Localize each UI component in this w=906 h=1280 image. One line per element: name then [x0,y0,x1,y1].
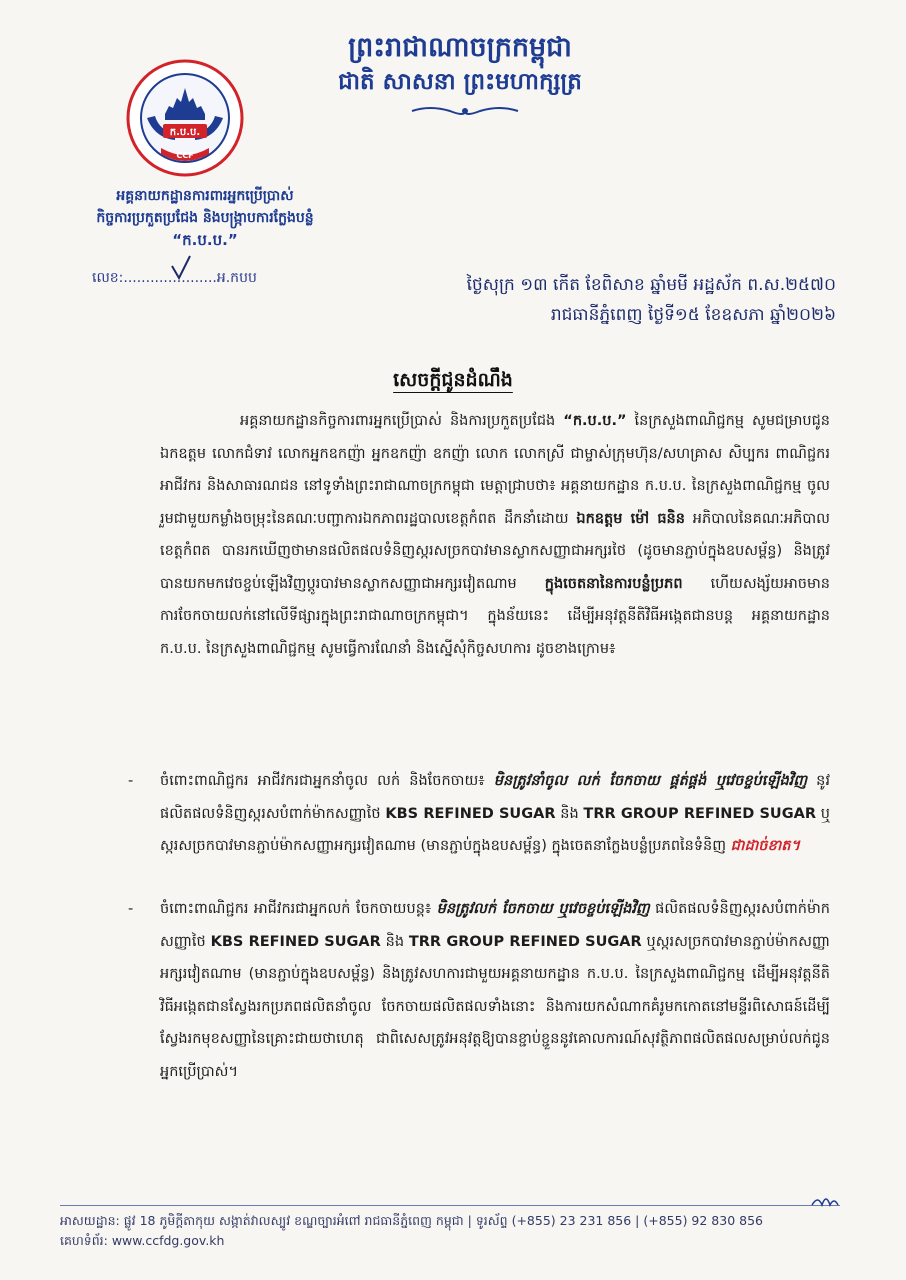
intro-text-1: អគ្គនាយកដ្ឋានកិច្ចការពារអ្នកប្រើប្រាស់ និងការប្រកួតប្រជែង [240,413,564,429]
agency-line-1: អគ្គនាយកដ្ឋានការពារអ្នកប្រើប្រាស់ [116,188,294,204]
bullet-importers [128,765,830,863]
bullet2-brand-trr: TRR GROUP REFINED SUGAR [408,933,642,950]
bullet2-text-1: ចំពោះពាណិជ្ជករ អាជីវករជាអ្នកលក់ ចែកចាយបន្ត៖ [160,901,437,917]
lunar-date: ថ្ងៃសុក្រ ១៣ កើត ខែពិសាខ ឆ្នាំមមី អដ្ឋស័ក ព.ស.២៥៧០ [466,275,836,295]
intro-emphasis: ក្នុងចេតនានៃការបន្លំប្រភព [544,575,683,592]
bullet1-prohibition: មិនត្រូវនាំចូល លក់ ចែកចាយ ផ្គត់ផ្គង់ ឬវេចខ្ចប់ឡើងវិញ [493,773,808,789]
bullet2-text-3: ឬស្ករសច្រកបាវមានភ្ជាប់ម៉ាកសញ្ញាអក្សរវៀតណាម (មានភ្ជាប់ក្នុងឧបសម្ព័ន្ធ) និងត្រូវសហការជាមួយអគ្គនាយកដ្ឋាន ក.ប.ប. នៃក្រសួងពាណិជ្ជកម្ម ដើម្បីអនុវត្តនីតិវិធីអង្កេតជានស្វែងរកប្រភពផលិតនាំចូល ចែកចាយផលិតផលទាំងនោះ និងការយកសំណាកគំរូមកកោតនៅមន្ទីរពិសោធន៍ដើម្បីស្វែងរកមុខសញ្ញានៃគ្រោះជាយថាហេតុ ជាពិសេសត្រូវអនុវត្តឱ្យបានខ្ជាប់ខ្ជួននូវគោលការណ៍សុវត្ថិភាពផលិតផលសម្រាប់លក់ជូនអ្នកប្រើប្រាស់។ [160,933,830,1080]
footer-website[interactable]: គេហទំព័រ: www.ccfdg.gov.kh [60,1233,225,1248]
intro-text-4: ហើយសង្ស័យអាចមានការចែកចាយលក់នៅលើទីផ្សារក្នុងព្រះរាជាណាចក្រកម្ពុជា។ ក្នុងន័យនេះ ដើម្បីអនុវត្តនីតិវិធីអង្កេតជានបន្ត អគ្គនាយកដ្ឋាន ក.ប.ប. នៃក្រសួងពាណិជ្ជកម្ម សូមធ្វើការណែនាំ និងស្នើសុំកិច្ចសហការ ដូចខាងក្រោម៖ [160,575,830,657]
footer-ornament-icon [810,1191,840,1211]
notice-title: សេចក្តីជូនដំណឹង [393,369,513,391]
bullet1-text-3: ឬស្ករសច្រកបាវមានភ្ជាប់ម៉ាកសញ្ញាអក្សរវៀតណាម (មានភ្ជាប់ក្នុងឧបសម្ព័ន្ធ) ក្នុងចេតនាក្លែងបន្លំប្រភពនៃទំនិញ [160,805,830,854]
footer-rule [60,1205,840,1206]
logo-abbr-en: CCF [176,151,194,160]
logo-abbr: ក.ប.ប. [169,127,201,138]
reference-label: លេខ:.......... [92,270,168,286]
bullet2-brand-kbs: KBS REFINED SUGAR [210,933,381,950]
kingdom-header [300,30,620,98]
national-motto: ជាតិ សាសនា ព្រះមហាក្សត្រ [338,69,582,95]
reference-suffix: ...........អ.កបប [167,270,257,286]
intro-abbr: “ក.ប.ប.” [563,413,627,429]
date-block [467,270,836,330]
notice-body [160,405,830,665]
bullet-dash: - [128,901,134,917]
ccf-logo-icon [125,58,245,178]
bullet2-and: និង [380,933,409,950]
bullet1-brand-trr: TRR GROUP REFINED SUGAR [583,805,816,822]
bullet2-text-2: ផលិតផលទំនិញស្ករសបំពាក់ម៉ាកសញ្ញាថៃ [160,901,830,950]
kingdom-name: ព្រះរាជាណាចក្រកម្ពុជា [348,32,572,63]
intro-text-2: នៃក្រសួងពាណិជ្ជកម្ម សូមជម្រាបជូន ឯកឧត្តម លោកជំទាវ លោកអ្នកឧកញ៉ា អ្នកឧកញ៉ា ឧកញ៉ា លោក លោកស្រី ជាម្ចាស់ក្រុមហ៊ុន/សហគ្រាស សិប្បករ ពាណិជ្ជករ អាជីវករ និងសាធារណជន នៅទូទាំងព្រះរាជាណាចក្រកម្ពុជា មេត្តាជ្រាបថា៖ អគ្គនាយកដ្ឋាន ក.ប.ប. នៃក្រសួងពាណិជ្ជកម្ម ចូលរួមជាមួយកម្លាំងចម្រុះនៃគណៈបញ្ជាការឯកភាពរដ្ឋបាលខេត្តកំពត ដឹកនាំដោយ [160,413,830,527]
footer-address: អាសយដ្ឋាន: ផ្លូវ 18 ភូមិក្តីតាកុយ សង្កាត់វាលស្បូវ ខណ្ឌច្បារអំពៅ រាជធានីភ្នំពេញ កម្ពុជា | ទូរស័ព្ទ (+855) 23 231 856 | (+855) 92 830 856 [60,1213,763,1228]
intro-paragraph [160,405,830,665]
governor-name: ឯកឧត្តម ម៉ៅ ធនិន [576,510,685,527]
ornament-divider-icon [410,103,520,119]
reference-number [92,268,257,289]
handwritten-check-icon [170,254,192,280]
intro-text-3: អភិបាលនៃគណៈអភិបាលខេត្តកំពត បានរកឃើញថាមានផលិតផលទំនិញស្ករសច្រកបាវមានស្លាកសញ្ញាជាអក្សរថៃ (ដូចមានភ្ជាប់ក្នុងឧបសម្ព័ន្ធ) និងត្រូវបានយកមកវេចខ្ចប់ឡើងវិញប្តូរបាវមានស្លាកសញ្ញាជាអក្សរវៀតណាម [160,510,830,592]
bullet1-text-2: នូវផលិតផលទំនិញស្ករសបំពាក់ម៉ាកសញ្ញាថៃ [160,773,830,822]
bullet1-absolutely: ជាដាច់ខាត។ [730,838,801,854]
solar-date: រាជធានីភ្នំពេញ ថ្ងៃទី១៥ ខែឧសភា ឆ្នាំ២០២៦ [550,305,836,325]
agency-abbr: “ក.ប.ប.” [172,231,238,249]
agency-line-2: កិច្ចការប្រកួតប្រជែង និងបង្ក្រាបការក្លែងបន្លំ [96,210,314,226]
bullet1-text-1: ចំពោះពាណិជ្ជករ អាជីវករជាអ្នកនាំចូល លក់ និងចែកចាយ៖ [160,773,494,789]
bullet-1-text [128,765,830,863]
agency-name [60,185,350,251]
bullet-2-text [128,893,830,1088]
bullet1-and: និង [555,805,584,822]
bullet-dash: - [128,773,134,789]
bullet-retailers [128,893,830,1088]
bullet2-prohibition: មិនត្រូវលក់ ចែកចាយ ឬវេចខ្ចប់ឡើងវិញ [436,901,650,917]
bullet1-brand-kbs: KBS REFINED SUGAR [385,805,556,822]
